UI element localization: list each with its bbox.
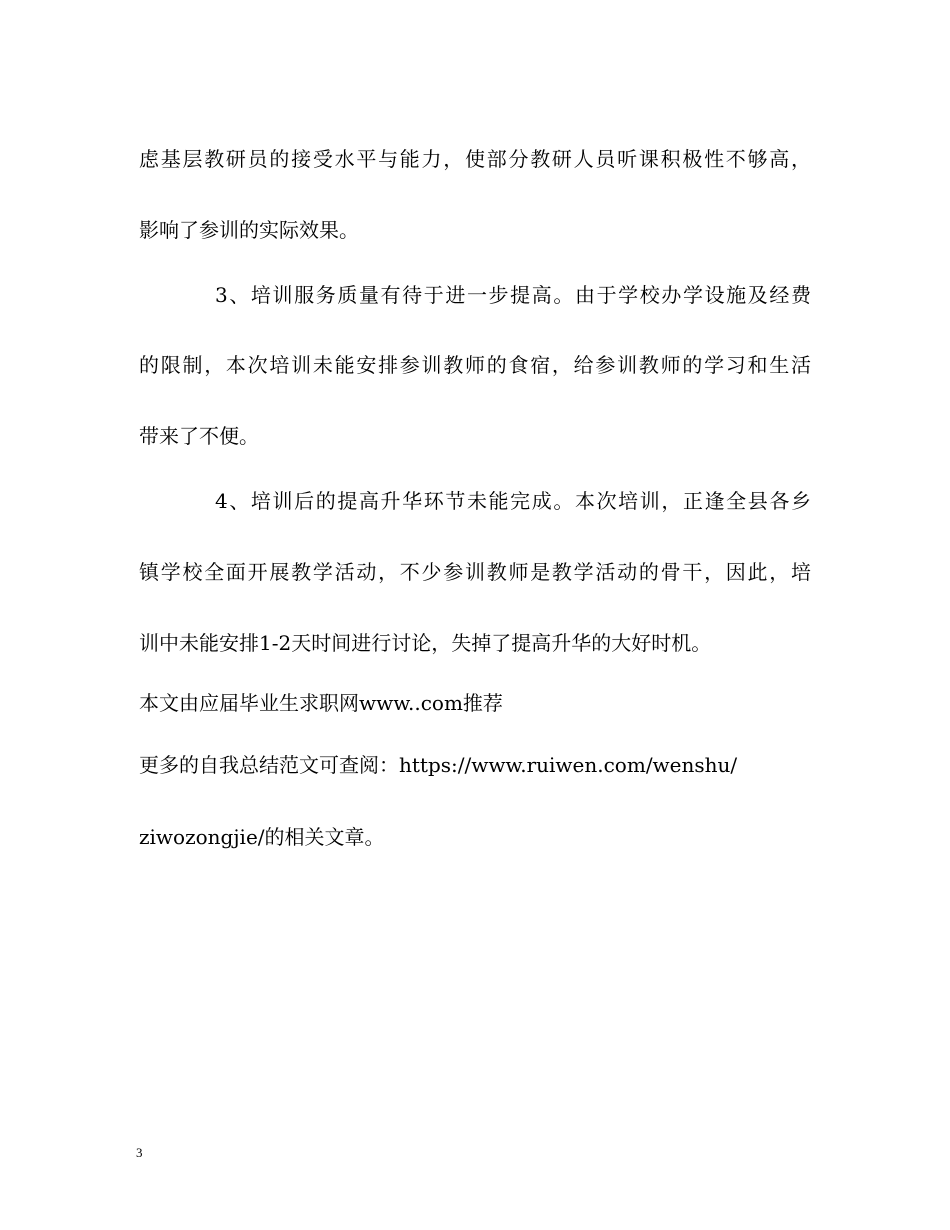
body-text-line: 3、培训服务质量有待于进一步提高。由于学校办学设施及经费 (215, 283, 811, 307)
body-text-line: 4、培训后的提高升华环节未能完成。本次培训，正逢全县各乡 (215, 489, 811, 513)
source-recommendation: 本文由应届毕业生求职网www..com推荐 (139, 691, 503, 715)
body-text-line: 影响了参训的实际效果。 (139, 218, 359, 242)
page-number: 3 (136, 1145, 143, 1160)
body-text-line: 训中未能安排1-2天时间进行讨论，失掉了提高升华的大好时机。 (139, 631, 712, 655)
body-text-line: 虑基层教研员的接受水平与能力，使部分教研人员听课积极性不够高， (139, 147, 811, 171)
body-text-line: 镇学校全面开展教学活动，不少参训教师是教学活动的骨干，因此，培 (139, 560, 811, 584)
body-text-line: 的限制，本次培训未能安排参训教师的食宿，给参训教师的学习和生活 (139, 353, 811, 377)
body-text-line: 带来了不便。 (139, 424, 259, 448)
related-articles-link-text: ziwozongjie/的相关文章。 (139, 825, 385, 849)
related-articles-link-text: 更多的自我总结范文可查阅：https://www.ruiwen.com/wenshu/ (139, 753, 738, 777)
